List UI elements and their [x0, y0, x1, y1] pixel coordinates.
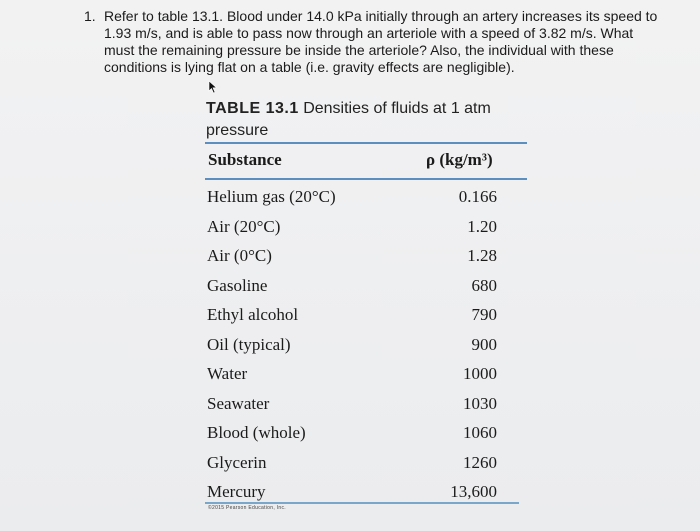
- mouse-pointer-icon: [208, 80, 218, 97]
- table-row: [207, 182, 527, 212]
- density-cell: 13,600: [450, 482, 497, 501]
- table-rule-bottom: [205, 502, 519, 504]
- density-cell: 790: [471, 305, 497, 324]
- table-caption-text: Densities of fluids at 1 atm pressure: [206, 100, 491, 139]
- density-cell: 1260: [463, 452, 497, 472]
- table-row: [207, 359, 527, 389]
- substance-cell: Helium gas (20°C): [207, 187, 336, 206]
- substance-cell: Oil (typical): [207, 334, 291, 354]
- density-cell: 1.20: [467, 216, 497, 236]
- density-cell: 1060: [463, 423, 497, 442]
- table-row: [207, 271, 527, 301]
- density-cell: 1000: [463, 364, 497, 383]
- table-rule-top: [205, 142, 527, 144]
- table-row: [207, 330, 527, 360]
- substance-cell: Ethyl alcohol: [207, 305, 299, 324]
- table-caption-label: TABLE 13.1: [206, 100, 299, 117]
- table-row: [207, 241, 527, 271]
- substance-cell: Seawater: [207, 393, 270, 413]
- table-row: [207, 389, 527, 419]
- substance-cell: Blood (whole): [207, 423, 306, 442]
- question-text: Refer to table 13.1. Blood under 14.0 kPa initially through an artery increases its speed to 1.93 m/s, and is able to pass now through an arteriole with a speed of 3.82 m/s. What must the remaining pressure be inside the arteriole? Also, the individual with these conditions is lying flat on a table (i.e. gravity effects are negligible).: [104, 8, 658, 75]
- substance-cell: Glycerin: [207, 452, 267, 472]
- table-row: [207, 448, 527, 478]
- substance-cell: Water: [207, 364, 248, 383]
- table-body: [207, 182, 527, 507]
- density-cell: 1.28: [467, 246, 497, 265]
- question-number: 1.: [84, 8, 96, 24]
- density-cell: 1030: [463, 393, 497, 413]
- column-header-density: ρ (kg/m³): [426, 150, 493, 169]
- table-row: [207, 300, 527, 330]
- density-cell: 900: [471, 334, 497, 354]
- substance-cell: Gasoline: [207, 275, 268, 295]
- substance-cell: Air (20°C): [207, 216, 281, 236]
- table-row: [207, 212, 527, 242]
- table-rule-header: [205, 178, 527, 180]
- column-header-substance: Substance: [208, 150, 282, 169]
- density-cell: 0.166: [458, 187, 497, 206]
- copyright-notice: ©2015 Pearson Education, Inc.: [208, 505, 286, 511]
- substance-cell: Mercury: [207, 482, 266, 501]
- table-caption: [206, 98, 526, 142]
- table-row: [207, 418, 527, 448]
- density-cell: 680: [471, 275, 497, 295]
- substance-cell: Air (0°C): [207, 246, 272, 265]
